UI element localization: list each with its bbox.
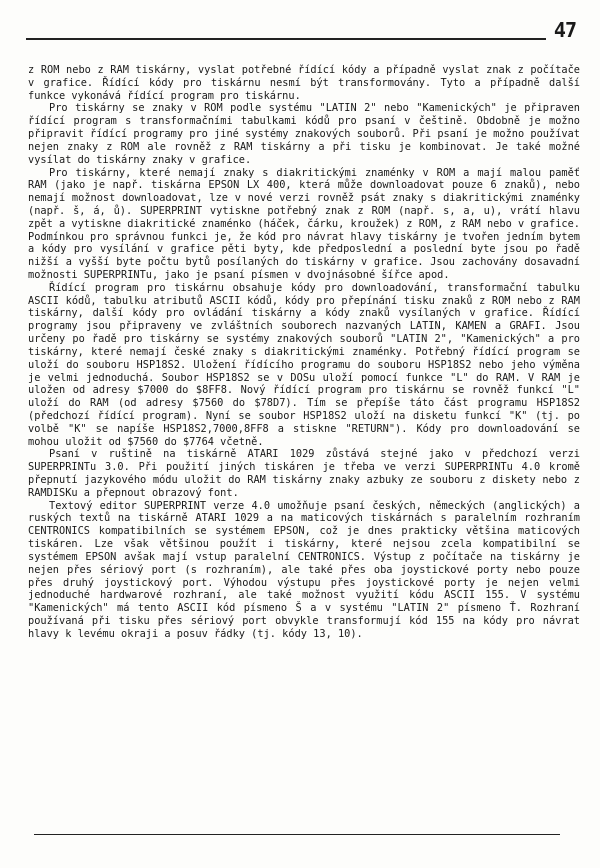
body-text (28, 64, 580, 641)
footer-rule (34, 834, 560, 835)
page-number: 47 (553, 18, 576, 42)
paragraph: Pro tiskárny, které nemají znaky s diakritickými znaménky v ROM a mají malou paměť RAM (jako je např. tiskárna EPSON LX 400, která může downloadovat pouze 6 znaků), nebo nemají možnost downloadovat, lze v nové verzi rovněž psát znaky s diakritickými znaménky (např. š, á, ů). SUPERPRINT vytiskne potřebný znak z ROM (např. s, a, u), vrátí hlavu zpět a vytiskne diakritické znaménko (háček, čárku, kroužek) z ROM, z RAM nebo v grafice. Podmínkou pro správnou funkci je, že kód pro návrat hlavy tiskárny je tvořen jedním bytem a kódy pro vysílání v grafice pěti byty, kde předposlední a poslední byte jsou po řadě nižší a vyšší byte počtu bytů posílaných do tiskárny v grafice. Jsou zachovány dosavadní možnosti SUPERPRINTu, jako je psaní písmen v dvojnásobné šířce apod. (28, 166, 580, 281)
paragraph: Řídící program pro tiskárnu obsahuje kódy pro downloadování, transformační tabulku ASCII kódů, tabulku atributů ASCII kódů, kódy pro přepínání tisku znaků z ROM nebo z RAM tiskárny, další kódy pro ovládání tiskárny a kódy znaků vysílaných v grafice. Řídící programy jsou připraveny ve zvláštních souborech nazvaných LATIN, KAMEN a GRAFI. Jsou určeny po řadě pro tiskárny se systémy znakových souborů "LATIN 2", "Kamenických" a pro tiskárny, které nemají české znaky s diakritickými znaménky. Potřebný řídící program se uloží do souboru HSP18S2. Uložení řídícího programu do souboru HSP18S2 nebo jeho výměna je velmi jednoduchá. Soubor HSP18S2 se v DOSu uloží pomocí funkce "L" do RAM. V RAM je uložen od adresy $7000 do $8FF8. Nový řídící program pro tiskárnu se rovněž funkcí "L" uloží do RAM (od adresy $7560 do $78D7). Tím se přepíše táto část programu HSP18S2 (předchozí řídící program). Nyní se soubor HSP18S2 uloží na disketu funkcí "K" (tj. po volbě "K" se napíše HSP18S2,7000,8FF8 a stiskne "RETURN"). Kódy pro downloadování se mohou uložit od $7560 do $7764 včetně. (28, 281, 580, 448)
paragraph: Psaní v ruštině na tiskárně ATARI 1029 zůstává stejné jako v předchozí verzi SUPERPRINTu 3.0. Při použití jiných tiskáren je třeba ve verzi SUPERPRINTu 4.0 kromě přepnutí jazykového módu uložit do RAM tiskárny znaky azbuky ze souboru z diskety nebo z RAMDISKu a přepnout obrazový font. (28, 448, 580, 499)
paragraph: Textový editor SUPERPRINT verze 4.0 umožňuje psaní českých, německých (anglických) a ruských textů na tiskárně ATARI 1029 a na maticových tiskárnách s paralelním rozhraním CENTRONICS kompatibilních se systémem EPSON, což je dnes prakticky většina maticových tiskáren. Lze však většinou použít i tiskárny, které nejsou zcela kompatibilní se systémem EPSON avšak mají vstup paralelní CENTRONICS. Výstup z počítače na tiskárny je nejen přes sériový port (s rozhraním), ale také přes oba joystickové porty nebo pouze přes druhý joystickový port. Výhodou výstupu přes joystickové porty je nejen velmi jednoduché hardwarové rozhraní, ale také možnost využití kódu ASCII 155. V systému "Kamenických" má tento ASCII kód písmeno Š a v systému "LATIN 2" písmeno Ť. Rozhraní používaná při tisku přes sériový port obvykle transformují kód 155 na kódy pro návrat hlavy k levému okraji a posuv řádky (tj. kódy 13, 10). (28, 499, 580, 640)
paragraph: Pro tiskárny se znaky v ROM podle systému "LATIN 2" nebo "Kamenických" je připraven řídící program s transformačními tabulkami kódů pro psaní v češtině. Obdobně je možno připravit řídící programy pro jiné systémy znakových souborů. Při psaní je možno používat nejen znaky z ROM ale rovněž z RAM tiskárny a při tisku je kombinovat. Je také možné vysílat do tiskárny znaky v grafice. (28, 102, 580, 166)
header-rule (26, 38, 546, 40)
paragraph: z ROM nebo z RAM tiskárny, vyslat potřebné řídící kódy a případně vyslat znak z počítače v grafice. Řídící kódy pro tiskárnu nesmí být transformovány. Tyto a případně další funkce vykonává řídící program pro tiskárnu. (28, 64, 580, 102)
page-header (26, 14, 582, 50)
